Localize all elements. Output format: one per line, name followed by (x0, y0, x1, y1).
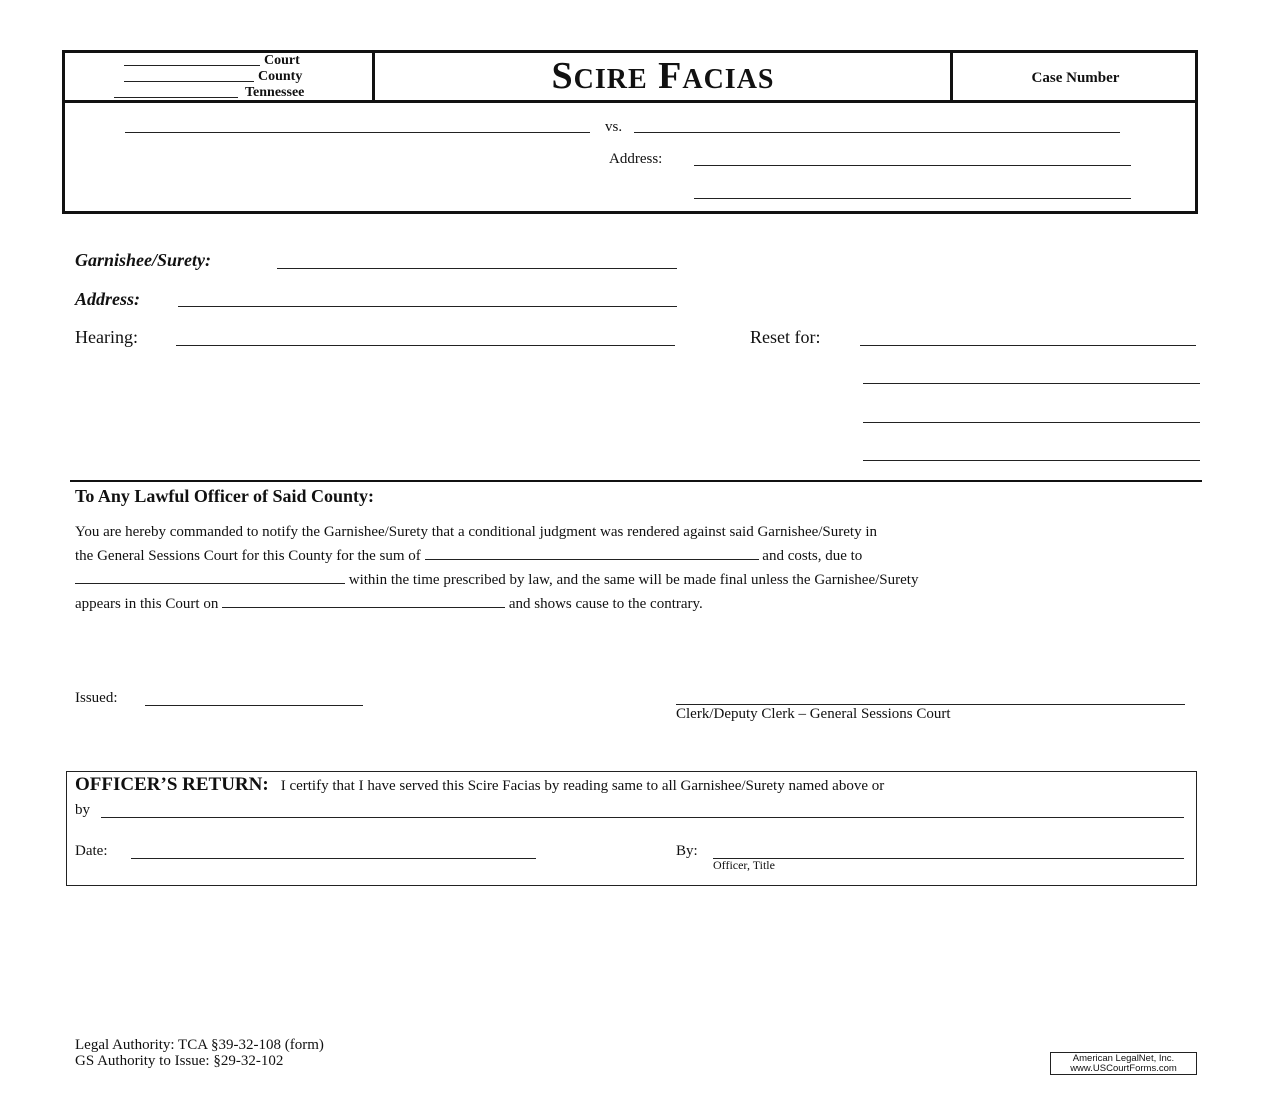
officers-return-heading: OFFICER’S RETURN: (75, 774, 269, 795)
officers-return-text: I certify that I have served this Scire Facias by reading same to all Garnishee/Surety named above or (280, 778, 885, 794)
garnishee-address-line[interactable] (178, 306, 677, 307)
command-line-3-end: within the time prescribed by law, and the same will be made final unless the Garnishee/Surety (348, 572, 919, 588)
reset-line-3[interactable] (863, 422, 1200, 423)
issued-date-line[interactable] (145, 705, 363, 706)
reset-label: Reset for: (750, 327, 821, 347)
reset-line-4[interactable] (863, 460, 1200, 461)
county-label: County (258, 69, 303, 84)
court-name-line[interactable] (124, 65, 260, 66)
court-label: Court (264, 53, 300, 68)
form-title (376, 50, 950, 106)
publisher-stamp (1050, 1052, 1197, 1075)
publisher-name: American LegalNet, Inc. (1072, 1053, 1175, 1064)
issued-label: Issued: (75, 690, 118, 706)
title-initial-2: F (658, 55, 683, 97)
defendant-address-label: Address: (609, 151, 663, 167)
gs-authority: GS Authority to Issue: §29-32-102 (75, 1053, 284, 1069)
command-line-1: You are hereby commanded to notify the Garnishee/Surety that a conditional judgment was rendered against said Garnishee/Surety in (75, 524, 878, 540)
by-signature-label: By: (676, 843, 698, 859)
title-initial-1: S (551, 55, 574, 97)
title-rest-1: CIRE (573, 64, 648, 95)
state-line[interactable] (114, 97, 238, 98)
officer-title-label: Officer, Title (713, 858, 775, 872)
command-line-2-end: and costs, due to (762, 548, 863, 564)
due-to-blank[interactable] (75, 569, 345, 584)
command-line-4 (75, 592, 1195, 616)
garnishee-address-label: Address: (75, 289, 141, 309)
command-line-2 (75, 544, 1195, 568)
vs-label: vs. (605, 119, 623, 135)
command-line-4-start: appears in this Court on (75, 596, 219, 612)
reset-line-2[interactable] (863, 383, 1200, 384)
officers-return-header (75, 774, 884, 796)
defendant-address-line-2[interactable] (694, 198, 1131, 199)
defendant-address-line-1[interactable] (694, 165, 1131, 166)
county-name-line[interactable] (124, 81, 254, 82)
case-number-label: Case Number (1031, 70, 1120, 86)
state-label: Tennessee (245, 85, 305, 100)
defendant-line[interactable] (634, 132, 1120, 133)
return-date-line[interactable] (131, 858, 536, 859)
return-date-label: Date: (75, 843, 108, 859)
command-paragraph (75, 520, 1195, 616)
command-line-2-start: the General Sessions Court for this County for the sum of (75, 548, 421, 564)
officer-signature-line[interactable] (713, 858, 1184, 859)
appearance-date-blank[interactable] (222, 593, 505, 608)
command-heading: To Any Lawful Officer of Said County: (75, 486, 375, 506)
caption-header-row (62, 50, 1198, 103)
legal-authority: Legal Authority: TCA §39-32-108 (form) (75, 1037, 324, 1053)
hearing-line[interactable] (176, 345, 675, 346)
reset-line-1[interactable] (860, 345, 1196, 346)
caption-divider-left (372, 50, 375, 103)
sum-blank[interactable] (425, 545, 759, 560)
command-line-3 (75, 568, 1195, 592)
command-line-4-end: and shows cause to the contrary. (508, 596, 703, 612)
clerk-signature-line[interactable] (676, 704, 1185, 705)
clerk-label: Clerk/Deputy Clerk – General Sessions Court (676, 706, 951, 722)
plaintiff-line[interactable] (125, 132, 590, 133)
publisher-url: www.USCourtForms.com (1070, 1063, 1177, 1074)
garnishee-label: Garnishee/Surety: (75, 250, 212, 270)
served-by-label: by (75, 802, 90, 818)
garnishee-line[interactable] (277, 268, 677, 269)
title-rest-2: ACIAS (682, 64, 775, 95)
served-by-line[interactable] (101, 817, 1184, 818)
hearing-label: Hearing: (75, 327, 138, 347)
section-rule (70, 480, 1202, 482)
